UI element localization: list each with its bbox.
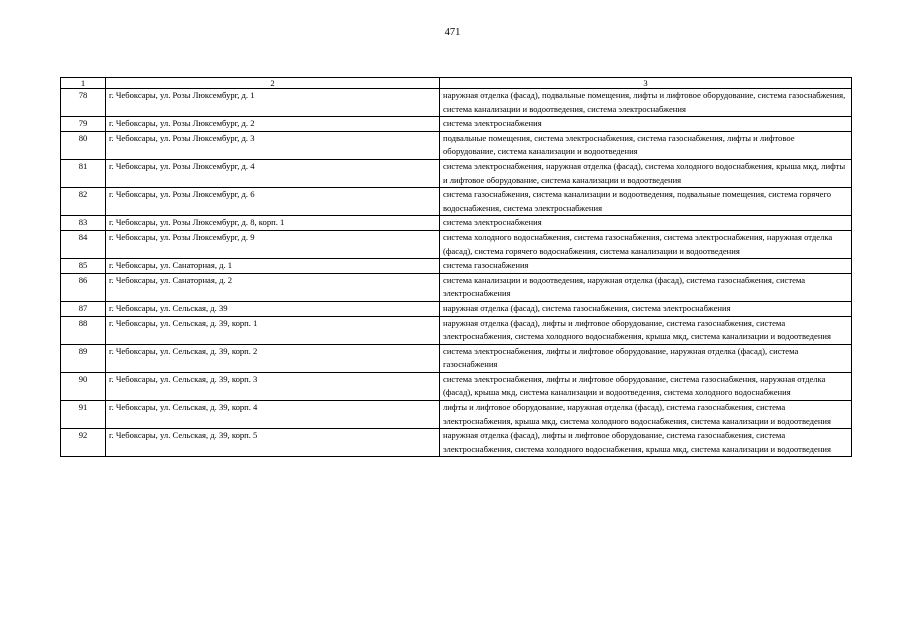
row-number-cell: 79 — [61, 117, 106, 132]
address-cell: г. Чебоксары, ул. Сельская, д. 39, корп. 5 — [106, 429, 440, 457]
table-row — [61, 159, 852, 187]
table-row — [61, 131, 852, 159]
row-number-cell: 88 — [61, 316, 106, 344]
page-number: 471 — [444, 27, 461, 38]
column-header-address: 2 — [106, 78, 440, 89]
table-row — [61, 429, 852, 457]
row-number-cell: 84 — [61, 230, 106, 258]
systems-cell: система газоснабжения, система канализации и водоотведения, подвальные помещения, система горячего водоснабжения, система электроснабжения — [440, 188, 852, 216]
address-cell: г. Чебоксары, ул. Розы Люксембург, д. 8, корп. 1 — [106, 216, 440, 231]
address-cell: г. Чебоксары, ул. Сельская, д. 39 — [106, 301, 440, 316]
table-row — [61, 316, 852, 344]
row-number-cell: 78 — [61, 89, 106, 117]
table-row — [61, 401, 852, 429]
systems-cell: система электроснабжения, лифты и лифтовое оборудование, наружная отделка (фасад), система газоснабжения — [440, 344, 852, 372]
table-row — [61, 89, 852, 117]
address-cell: г. Чебоксары, ул. Розы Люксембург, д. 3 — [106, 131, 440, 159]
systems-cell: наружная отделка (фасад), лифты и лифтовое оборудование, система газоснабжения, система электроснабжения, система холодного водоснабжения, крыша мкд, система канализации и водоотведения — [440, 429, 852, 457]
column-header-number: 1 — [61, 78, 106, 89]
buildings-table — [60, 77, 852, 457]
systems-cell: система электроснабжения — [440, 117, 852, 132]
table-row — [61, 259, 852, 274]
column-header-systems: 3 — [440, 78, 852, 89]
row-number-cell: 85 — [61, 259, 106, 274]
table-header-row — [61, 78, 852, 89]
row-number-cell: 89 — [61, 344, 106, 372]
address-cell: г. Чебоксары, ул. Розы Люксембург, д. 2 — [106, 117, 440, 132]
systems-cell: система канализации и водоотведения, наружная отделка (фасад), система газоснабжения, система электроснабжения — [440, 273, 852, 301]
row-number-cell: 83 — [61, 216, 106, 231]
address-cell: г. Чебоксары, ул. Сельская, д. 39, корп. 3 — [106, 372, 440, 400]
address-cell: г. Чебоксары, ул. Санаторная, д. 1 — [106, 259, 440, 274]
address-cell: г. Чебоксары, ул. Сельская, д. 39, корп. 4 — [106, 401, 440, 429]
systems-cell: система электроснабжения, лифты и лифтовое оборудование, система газоснабжения, наружная отделка (фасад), крыша мкд, система канализации и водоотведения, система холодного водоснабжения — [440, 372, 852, 400]
systems-cell: наружная отделка (фасад), система газоснабжения, система электроснабжения — [440, 301, 852, 316]
systems-cell: система газоснабжения — [440, 259, 852, 274]
address-cell: г. Чебоксары, ул. Розы Люксембург, д. 6 — [106, 188, 440, 216]
table-row — [61, 188, 852, 216]
systems-cell: лифты и лифтовое оборудование, наружная отделка (фасад), система газоснабжения, система электроснабжения, крыша мкд, система холодного водоснабжения, система канализации и водоотведения — [440, 401, 852, 429]
systems-cell: система электроснабжения — [440, 216, 852, 231]
row-number-cell: 86 — [61, 273, 106, 301]
table-row — [61, 216, 852, 231]
table-row — [61, 344, 852, 372]
row-number-cell: 91 — [61, 401, 106, 429]
table-row — [61, 301, 852, 316]
row-number-cell: 90 — [61, 372, 106, 400]
table-row — [61, 117, 852, 132]
systems-cell: наружная отделка (фасад), лифты и лифтовое оборудование, система газоснабжения, система электроснабжения, система холодного водоснабжения, крыша мкд, система канализации и водоотведения — [440, 316, 852, 344]
systems-cell: подвальные помещения, система электроснабжения, система газоснабжения, лифты и лифтовое оборудование, система канализации и водоотведения — [440, 131, 852, 159]
address-cell: г. Чебоксары, ул. Санаторная, д. 2 — [106, 273, 440, 301]
systems-cell: система холодного водоснабжения, система газоснабжения, система электроснабжения, наружная отделка (фасад), система горячего водоснабжения, система канализации и водоотведения — [440, 230, 852, 258]
address-cell: г. Чебоксары, ул. Сельская, д. 39, корп. 1 — [106, 316, 440, 344]
address-cell: г. Чебоксары, ул. Розы Люксембург, д. 1 — [106, 89, 440, 117]
row-number-cell: 80 — [61, 131, 106, 159]
systems-cell: система электроснабжения, наружная отделка (фасад), система холодного водоснабжения, крыша мкд, лифты и лифтовое оборудование, система канализации и водоотведения — [440, 159, 852, 187]
row-number-cell: 92 — [61, 429, 106, 457]
systems-cell: наружная отделка (фасад), подвальные помещения, лифты и лифтовое оборудование, система газоснабжения, система канализации и водоотведения, система электроснабжения — [440, 89, 852, 117]
table-row — [61, 230, 852, 258]
address-cell: г. Чебоксары, ул. Розы Люксембург, д. 9 — [106, 230, 440, 258]
table-row — [61, 372, 852, 400]
row-number-cell: 87 — [61, 301, 106, 316]
table-row — [61, 273, 852, 301]
address-cell: г. Чебоксары, ул. Сельская, д. 39, корп. 2 — [106, 344, 440, 372]
address-cell: г. Чебоксары, ул. Розы Люксембург, д. 4 — [106, 159, 440, 187]
row-number-cell: 82 — [61, 188, 106, 216]
row-number-cell: 81 — [61, 159, 106, 187]
